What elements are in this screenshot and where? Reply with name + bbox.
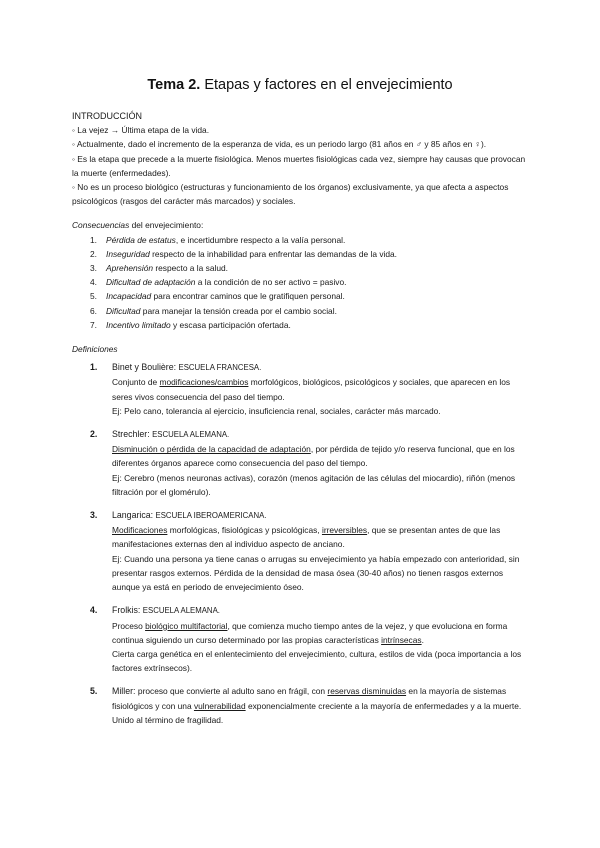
list-item: 1. Pérdida de estatus, e incertidumbre respecto a la valía personal. [90,234,346,245]
consecuencias-list [72,233,532,332]
definition-item-strechler: 2. Strechler: ESCUELA ALEMANA. Disminución o pérdida de la capacidad de adaptación, por pérdida de tejido y/o reserva funcional, que en los diferentes órganos aparece como consecuencia del paso del tiempo. Ej: Cerebro (menos neuronas activas), corazón (menos agitación de las células del miocardio), riñón (menos filtración por el glomérulo). [90,429,516,497]
definiciones-list [72,360,532,727]
definition-item-frolkis: 4. Frolkis: ESCUELA ALEMANA. Proceso biológico multifactorial, que comienza mucho tiempo antes de la vejez, y que evoluciona en forma continua siguiendo un curso determinado por las propias características intrínsecas. Cierta carga genética en el enlentecimiento del envejecimiento, cultura, estilos de vida (poca importancia a los factores extrínsecos). [90,605,522,674]
intro-line-3: ◦ Es la etapa que precede a la muerte fisiológica. Menos muertes fisiológicas cada vez, siempre hay causas que provocan la muerte (enfermedades). [72,153,526,178]
definition-item-binet: 1. Binet y Boulière: ESCUELA FRANCESA. Conjunto de modificaciones/cambios morfológicos, biológicos, psicológicos y sociales, que aparecen en los seres vivos consecuencia del paso del tiempo. Ej: Pelo cano, tolerancia al ejercicio, insuficiencia renal, sociales, carácter más marcado. [90,362,511,416]
document-title [0,77,600,93]
intro-section [72,109,532,208]
definiciones-section [72,342,532,727]
intro-line-4: ◦ No es un proceso biológico (estructuras y funcionamiento de los órganos) exclusivamente, ya que afecta a aspectos psicológicos (rasgos del carácter más marcados) y sociales. [72,182,509,207]
list-item: 6. Dificultad para manejar la tensión creada por el cambio social. [90,305,337,316]
list-item: 4. Dificultad de adaptación a la condición de no ser activo = pasivo. [90,277,347,288]
consecuencias-section [72,218,532,332]
definiciones-heading: Definiciones [72,344,118,355]
definition-item-langarica: 3. Langarica: ESCUELA IBEROAMERICANA. Modificaciones morfológicas, fisiológicas y psicológicas, irreversibles, que se presentan antes de que las manifestaciones externas den al individuo aspecto de anciano. Ej: Cuando una persona ya tiene canas o arrugas su envejecimiento ya había empezado con anterioridad, sin presentar rasgos externos. Pérdida de la densidad de masa ósea (30-40 años) no tienen rasgos externos aunque ya está en periodo de envejecimiento óseo. [90,510,520,593]
definition-item-miller: 5. Miller: proceso que convierte al adulto sano en frágil, con reservas disminuidas en la mayoría de sistemas fisiológicos y con una vulnerabilidad exponencialmente creciente a la mayoría de enfermedades y a la muerte. Unido al término de fragilidad. [90,686,522,725]
title-bold: Tema 2. [147,77,201,93]
list-item: 3. Aprehensión respecto a la salud. [90,263,228,274]
intro-line-1: ◦ La vejez → Última etapa de la vida. [72,125,210,136]
list-item: 2. Inseguridad respecto de la inhabilidad para enfrentar las demandas de la vida. [90,248,398,259]
consecuencias-heading-italic: Consecuencias [72,220,130,231]
list-item: 5. Incapacidad para encontrar caminos que le gratifiquen personal. [90,291,345,302]
document-body [72,109,532,736]
intro-line-2: ◦ Actualmente, dado el incremento de la esperanza de vida, es un periodo largo (81 años en ♂ y 85 años en ♀). [72,139,487,150]
title-rest: Etapas y factores en el envejecimiento [200,77,453,93]
consecuencias-heading [72,218,532,232]
list-item: 7. Incentivo limitado y escasa participación ofertada. [90,319,291,330]
consecuencias-heading-rest: del envejecimiento: [129,220,204,231]
intro-heading: INTRODUCCIÓN [72,111,142,121]
